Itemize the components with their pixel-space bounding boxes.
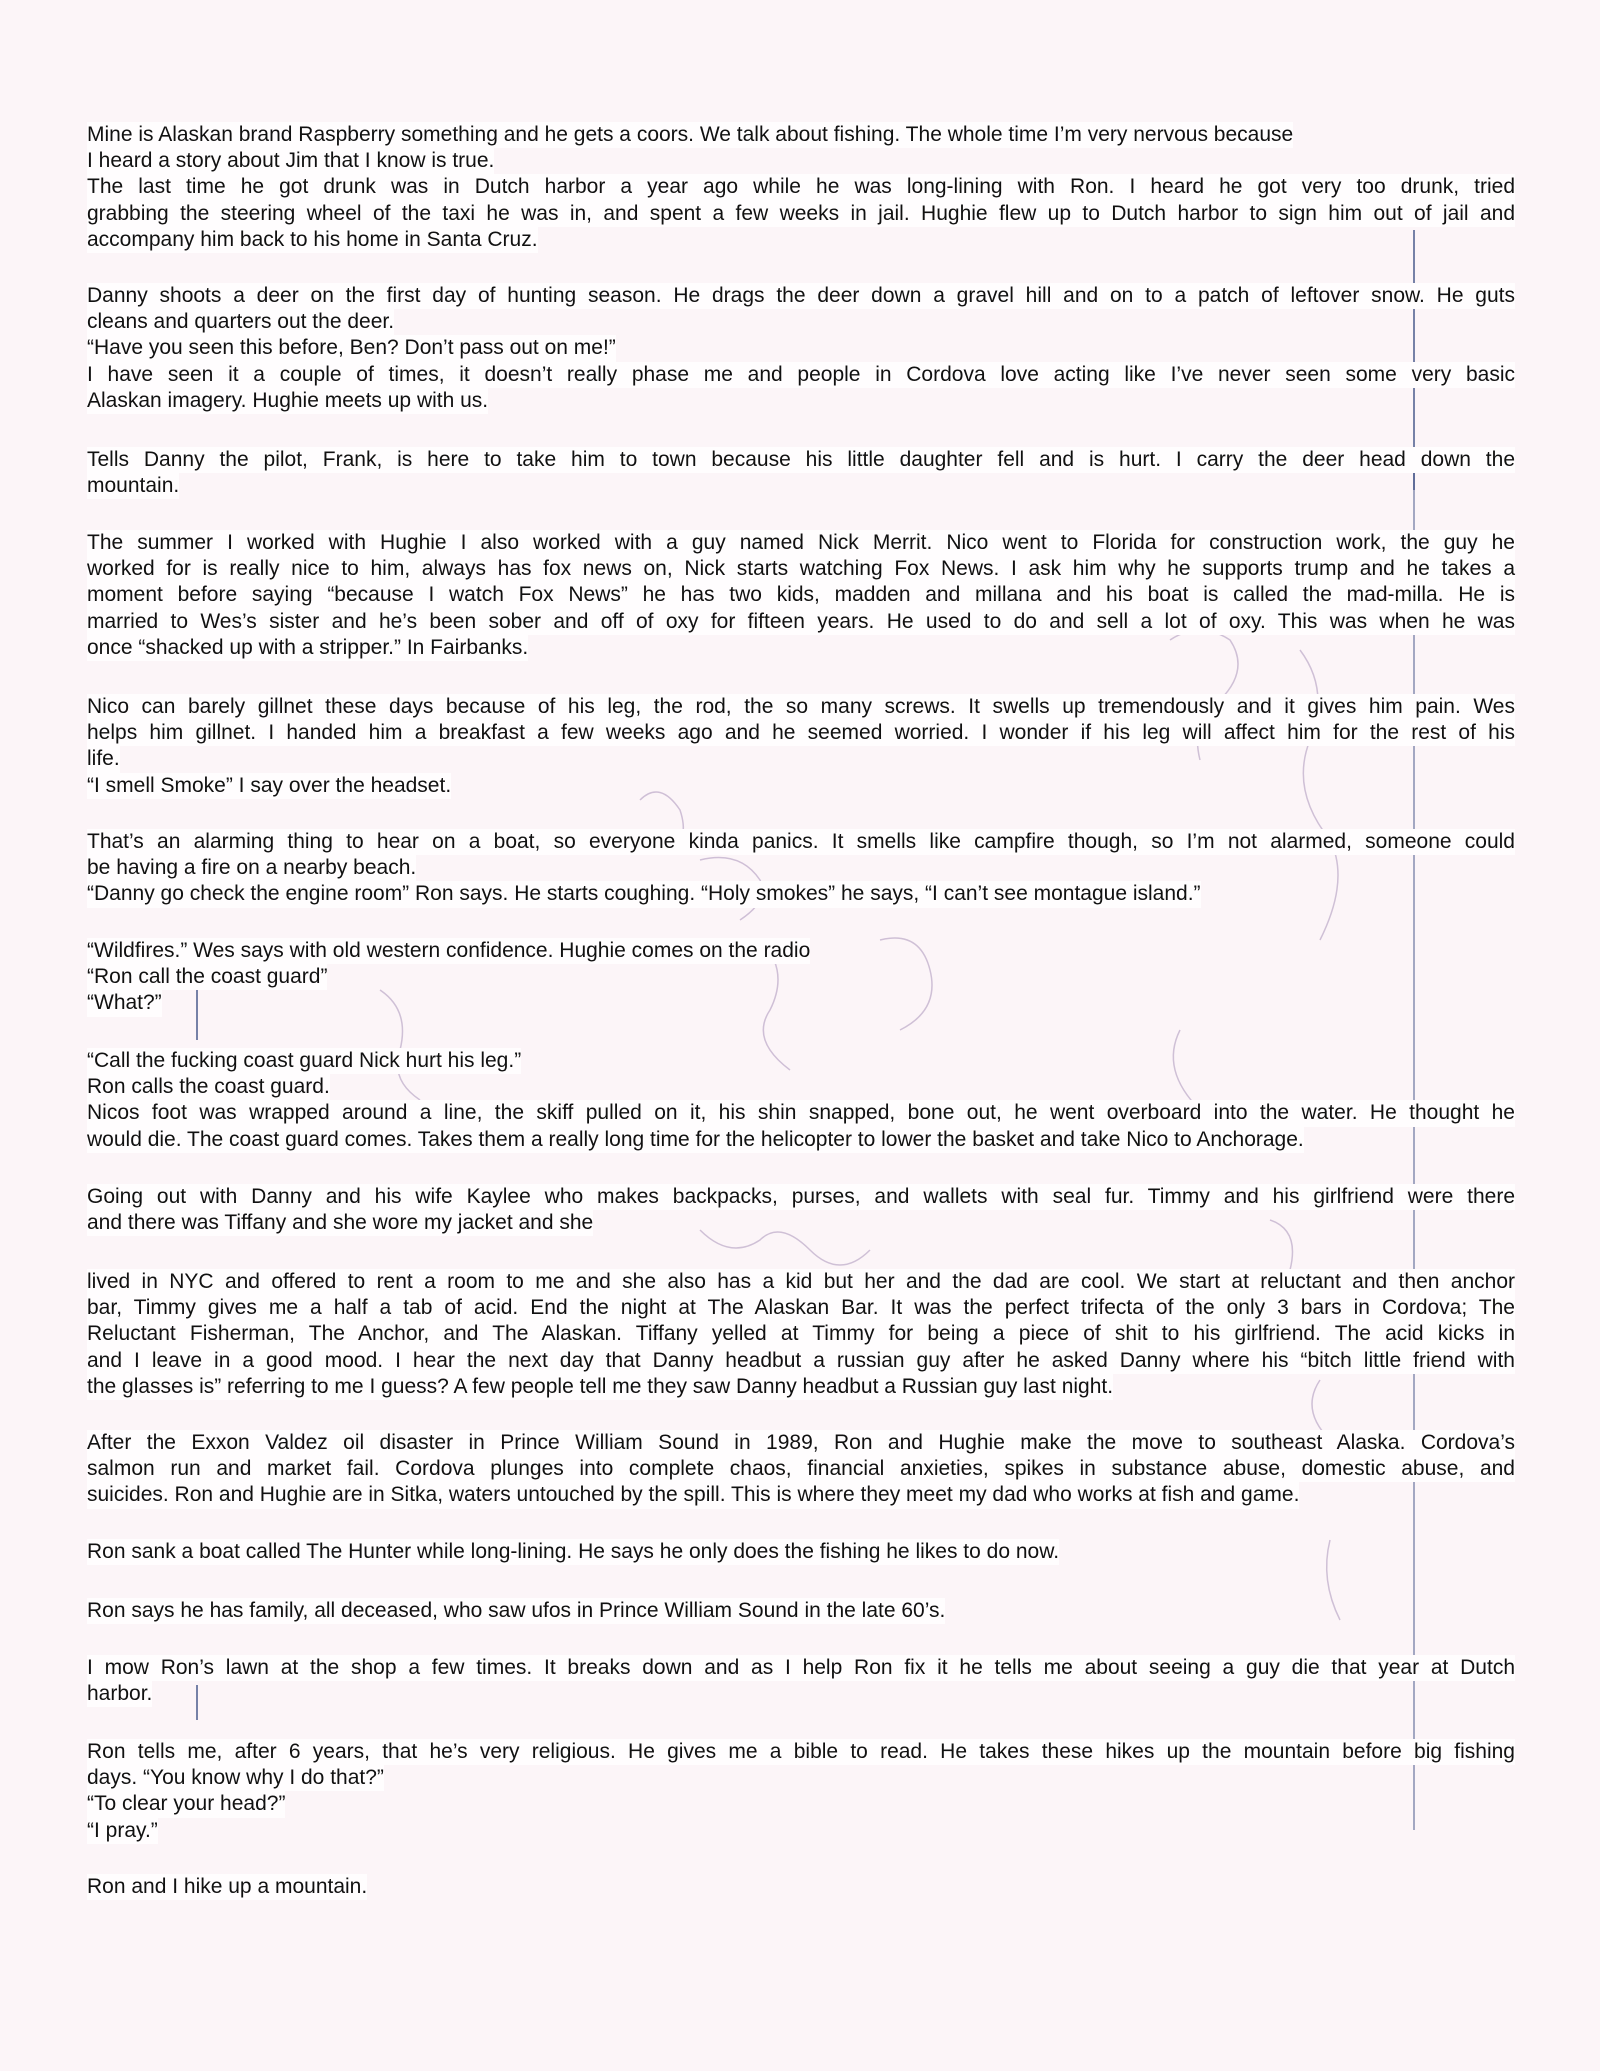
text-line: The last time he got drunk was in Dutch harbor a year ago while he was long-lining with Ron. I heard he got very too drunk, tried — [87, 174, 1515, 200]
paragraph — [87, 1598, 945, 1624]
text-line: Nicos foot was wrapped around a line, the skiff pulled on it, his shin snapped, bone out, he went overboard into the water. He thought he — [87, 1100, 1515, 1126]
text-line: life. — [87, 746, 120, 772]
text-line: “Call the fucking coast guard Nick hurt his leg.” — [87, 1048, 521, 1074]
text-line: days. “You know why I do that?” — [87, 1765, 384, 1791]
text-line: cleans and quarters out the deer. — [87, 309, 394, 335]
text-line: The summer I worked with Hughie I also worked with a guy named Nick Merrit. Nico went to Florida for construction work, the guy he — [87, 530, 1515, 556]
text-line: bar, Timmy gives me a half a tab of acid. End the night at The Alaskan Bar. It was the perfect trifecta of the only 3 bars in Cordova; The — [87, 1295, 1515, 1321]
paragraph — [87, 283, 1515, 414]
paragraph — [87, 938, 810, 1017]
paragraph — [87, 1539, 1059, 1565]
paragraph — [87, 1739, 1515, 1844]
paragraph — [87, 1655, 1515, 1707]
text-line: accompany him back to his home in Santa Cruz. — [87, 227, 538, 253]
text-line: Ron and I hike up a mountain. — [87, 1874, 367, 1900]
paragraph — [87, 1048, 1515, 1153]
text-line: Danny shoots a deer on the first day of hunting season. He drags the deer down a gravel hill and on to a patch of leftover snow. He guts — [87, 283, 1515, 309]
text-line: lived in NYC and offered to rent a room to me and she also has a kid but her and the dad are cool. We start at reluctant and then anchor — [87, 1269, 1515, 1295]
text-line: Nico can barely gillnet these days because of his leg, the rod, the so many screws. It swells up tremendously and it gives him pain. Wes — [87, 694, 1515, 720]
paragraph — [87, 1874, 367, 1900]
text-line: I have seen it a couple of times, it doesn’t really phase me and people in Cordova love acting like I’ve never seen some very basic — [87, 362, 1515, 388]
text-line: “Wildfires.” Wes says with old western confidence. Hughie comes on the radio — [87, 938, 810, 964]
text-line: would die. The coast guard comes. Takes them a really long time for the helicopter to lower the basket and take Nico to Anchorage. — [87, 1127, 1304, 1153]
paragraph — [87, 1430, 1515, 1509]
text-line: Mine is Alaskan brand Raspberry something and he gets a coors. We talk about fishing. The whole time I’m very nervous because — [87, 122, 1293, 148]
text-line: “Danny go check the engine room” Ron says. He starts coughing. “Holy smokes” he says, “I can’t see montague island.” — [87, 881, 1201, 907]
text-line: and I leave in a good mood. I hear the next day that Danny headbut a russian guy after he asked Danny where his “bitch little friend with — [87, 1348, 1515, 1374]
text-line: Alaskan imagery. Hughie meets up with us. — [87, 388, 488, 414]
text-line: That’s an alarming thing to hear on a boat, so everyone kinda panics. It smells like campfire though, so I’m not alarmed, someone could — [87, 829, 1515, 855]
paragraph — [87, 1269, 1515, 1400]
text-line: harbor. — [87, 1681, 152, 1707]
text-line: grabbing the steering wheel of the taxi he was in, and spent a few weeks in jail. Hughie flew up to Dutch harbor to sign him out of jail and — [87, 201, 1515, 227]
text-line: married to Wes’s sister and he’s been sober and off of oxy for fifteen years. He used to do and sell a lot of oxy. This was when he was — [87, 609, 1515, 635]
text-line: “To clear your head?” — [87, 1791, 285, 1817]
text-line: Going out with Danny and his wife Kaylee who makes backpacks, purses, and wallets with seal fur. Timmy and his girlfriend were there — [87, 1184, 1515, 1210]
text-line: “I smell Smoke” I say over the headset. — [87, 773, 451, 799]
text-line: Tells Danny the pilot, Frank, is here to take him to town because his little daughter fell and is hurt. I carry the deer head down the — [87, 447, 1515, 473]
paragraph — [87, 122, 1515, 253]
text-line: mountain. — [87, 473, 179, 499]
text-line: and there was Tiffany and she wore my jacket and she — [87, 1210, 593, 1236]
text-line: the glasses is” referring to me I guess? A few people tell me they saw Danny headbut a Russian guy last night. — [87, 1374, 1113, 1400]
text-line: “I pray.” — [87, 1818, 158, 1844]
text-line: suicides. Ron and Hughie are in Sitka, waters untouched by the spill. This is where they meet my dad who works at fish and game. — [87, 1482, 1299, 1508]
text-line: Ron tells me, after 6 years, that he’s very religious. He gives me a bible to read. He takes these hikes up the mountain before big fishing — [87, 1739, 1515, 1765]
text-line: Reluctant Fisherman, The Anchor, and The Alaskan. Tiffany yelled at Timmy for being a piece of shit to his girlfriend. The acid kicks in — [87, 1321, 1515, 1347]
text-line: be having a fire on a nearby beach. — [87, 855, 416, 881]
text-line: moment before saying “because I watch Fox News” he has two kids, madden and millana and his boat is called the mad-milla. He is — [87, 582, 1515, 608]
text-line: helps him gillnet. I handed him a breakfast a few weeks ago and he seemed worried. I wonder if his leg will affect him for the rest of his — [87, 720, 1515, 746]
text-line: Ron calls the coast guard. — [87, 1074, 330, 1100]
text-line: Ron says he has family, all deceased, who saw ufos in Prince William Sound in the late 60’s. — [87, 1598, 945, 1624]
text-line: I mow Ron’s lawn at the shop a few times. It breaks down and as I help Ron fix it he tells me about seeing a guy die that year at Dutch — [87, 1655, 1515, 1681]
text-line: Ron sank a boat called The Hunter while long-lining. He says he only does the fishing he likes to do now. — [87, 1539, 1059, 1565]
text-line: After the Exxon Valdez oil disaster in Prince William Sound in 1989, Ron and Hughie make the move to southeast Alaska. Cordova’s — [87, 1430, 1515, 1456]
paragraph — [87, 530, 1515, 661]
text-line: “What?” — [87, 990, 162, 1016]
text-line: once “shacked up with a stripper.” In Fairbanks. — [87, 635, 528, 661]
text-line: “Have you seen this before, Ben? Don’t pass out on me!” — [87, 335, 616, 361]
paragraph — [87, 447, 1515, 499]
paragraph — [87, 694, 1515, 799]
text-line: “Ron call the coast guard” — [87, 964, 327, 990]
paragraph — [87, 1184, 1515, 1236]
text-line: I heard a story about Jim that I know is true. — [87, 148, 494, 174]
paragraph — [87, 829, 1515, 908]
text-line: worked for is really nice to him, always has fox news on, Nick starts watching Fox News. I ask him why he supports trump and he takes a — [87, 556, 1515, 582]
text-line: salmon run and market fail. Cordova plunges into complete chaos, financial anxieties, spikes in substance abuse, domestic abuse, and — [87, 1456, 1515, 1482]
